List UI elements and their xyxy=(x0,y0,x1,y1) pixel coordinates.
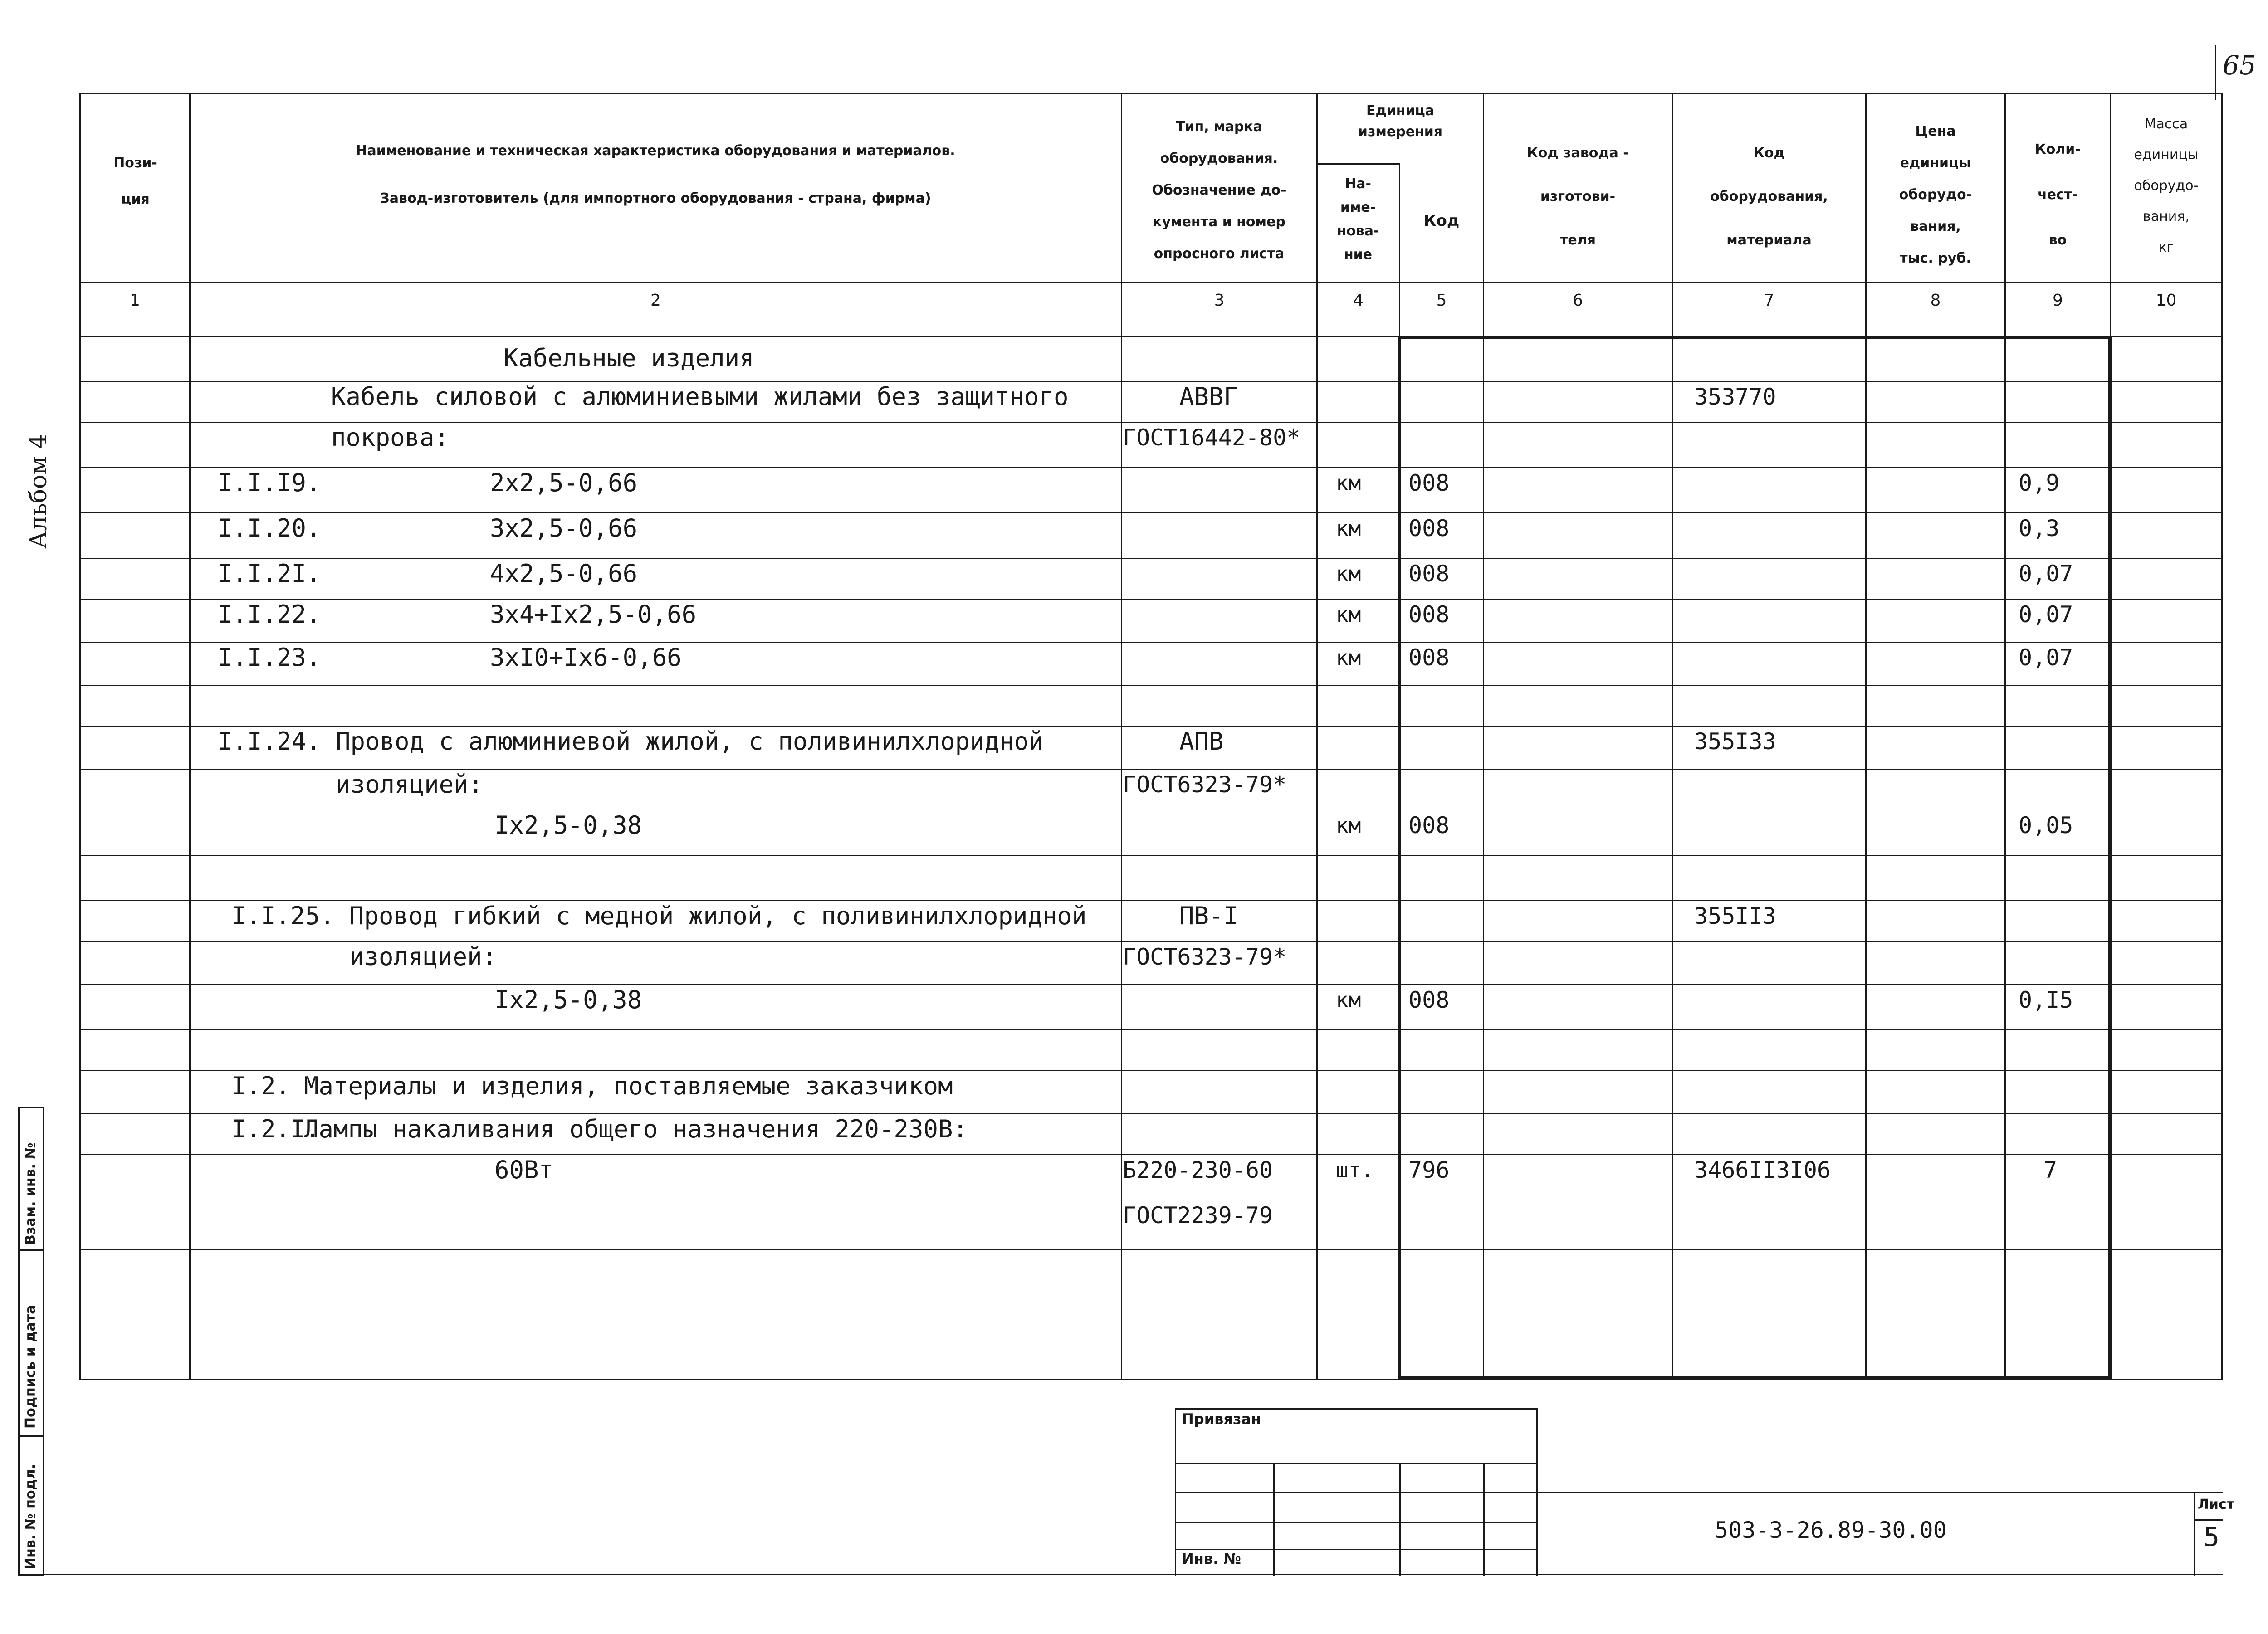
header-quantity: Коли- чест- во xyxy=(2035,141,2081,248)
quantity-cell: 0,05 xyxy=(2019,812,2073,839)
unit-code-cell: 008 xyxy=(1408,644,1450,671)
name-cell: 3хI0+Iх6-0,66 xyxy=(490,643,682,672)
name-cell: Провод гибкий с медной жилой, с поливинилхлоридной xyxy=(349,902,1087,930)
quantity-cell: 0,9 xyxy=(2019,470,2060,496)
header-position: Пози- ция xyxy=(113,155,157,207)
unit-code-cell: 008 xyxy=(1408,601,1450,628)
quantity-cell: 0,07 xyxy=(2019,644,2073,671)
bound-label: Привязан xyxy=(1182,1410,1261,1428)
unit-name-cell: км xyxy=(1336,602,1361,627)
name-cell: Iх2,5-0,38 xyxy=(494,985,642,1014)
unit-code-cell: 008 xyxy=(1408,470,1450,496)
type-cell: Б220-230-60 xyxy=(1123,1157,1273,1183)
type-cell: ГОСТ16442-80* xyxy=(1123,424,1300,451)
album-label: Альбом 4 xyxy=(25,434,52,549)
header-unit-group: Единица измерения xyxy=(1358,103,1443,140)
name-cell: 3х4+Iх2,5-0,66 xyxy=(490,600,697,629)
header-unit-code: Код xyxy=(1423,212,1460,230)
position-cell: I.I.I9. xyxy=(218,468,321,497)
page-number: 65 xyxy=(2223,50,2256,81)
column-number: 5 xyxy=(1436,291,1447,310)
name-cell: Кабельные изделия xyxy=(503,344,754,372)
type-cell: АПВ xyxy=(1179,727,1224,756)
name-cell: изоляцией: xyxy=(349,942,497,971)
header-name-line1: Наименование и техническая характеристика оборудования и материалов. xyxy=(356,143,955,159)
unit-code-cell: 008 xyxy=(1408,561,1450,587)
material-code-cell: 355II3 xyxy=(1694,903,1776,929)
header-factory-code: Код завода - изготови- теля xyxy=(1527,145,1629,248)
type-cell: ГОСТ6323-79* xyxy=(1123,771,1287,798)
material-code-cell: 3466II3I06 xyxy=(1694,1157,1831,1183)
column-number: 10 xyxy=(2156,291,2177,310)
position-cell: I.I.25. xyxy=(231,902,335,930)
position-cell: I.2.I. xyxy=(231,1115,320,1143)
name-cell: Кабель силовой с алюминиевыми жилами без защитного xyxy=(331,382,1069,411)
position-cell: I.I.2I. xyxy=(218,559,321,588)
type-cell: ГОСТ2239-79 xyxy=(1123,1202,1273,1229)
unit-code-cell: 008 xyxy=(1408,515,1450,541)
sheet-label: Лист xyxy=(2198,1497,2235,1512)
header-mass: Масса единицы оборудо- вания, кг xyxy=(2134,116,2199,255)
material-code-cell: 353770 xyxy=(1694,384,1776,410)
name-cell: Провод с алюминиевой жилой, с поливинилхлоридной xyxy=(336,727,1044,756)
type-cell: ГОСТ6323-79* xyxy=(1123,944,1287,970)
quantity-cell: 0,3 xyxy=(2019,515,2060,541)
unit-name-cell: км xyxy=(1336,988,1361,1012)
type-cell: АВВГ xyxy=(1179,382,1239,411)
name-cell: 3х2,5-0,66 xyxy=(490,514,638,542)
column-number: 6 xyxy=(1573,291,1583,310)
position-cell: I.2. xyxy=(231,1072,291,1100)
name-cell: 60Вт xyxy=(494,1156,554,1184)
name-cell: Материалы и изделия, поставляемые заказчиком xyxy=(304,1072,953,1100)
name-cell: Лампы накаливания общего назначения 220-230В: xyxy=(304,1115,968,1143)
unit-name-cell: км xyxy=(1336,561,1361,586)
type-cell: ПВ-I xyxy=(1179,902,1239,930)
header-material-code: Код оборудования, материала xyxy=(1710,145,1828,248)
position-cell: I.I.22. xyxy=(218,600,321,629)
material-code-cell: 355I33 xyxy=(1694,728,1776,755)
header-type: Тип, марка оборудования. Обозначение до- кумента и номер опросного листа xyxy=(1152,119,1286,262)
header-unit-name: На- име- нова- ние xyxy=(1337,176,1379,263)
sheet-number: 5 xyxy=(2204,1522,2219,1552)
unit-name-cell: км xyxy=(1336,645,1361,670)
header-name-line2: Завод-изготовитель (для импортного оборудования - страна, фирма) xyxy=(380,190,931,206)
stamp-signature-date: Подпись и дата xyxy=(23,1305,39,1429)
column-number: 3 xyxy=(1214,291,1225,310)
column-number: 2 xyxy=(650,291,661,310)
name-cell: Iх2,5-0,38 xyxy=(494,811,642,839)
document-code: 503-3-26.89-30.00 xyxy=(1715,1517,1947,1543)
quantity-cell: 7 xyxy=(2043,1157,2058,1183)
column-number: 9 xyxy=(2053,291,2063,310)
quantity-cell: 0,07 xyxy=(2019,561,2073,587)
unit-name-cell: км xyxy=(1336,471,1361,495)
column-number: 7 xyxy=(1764,291,1774,310)
column-number: 4 xyxy=(1353,291,1364,310)
inv-number-label: Инв. № xyxy=(1182,1550,1241,1567)
unit-name-cell: км xyxy=(1336,516,1361,541)
name-cell: 4х2,5-0,66 xyxy=(490,559,638,588)
stamp-original-inv: Инв. № подл. xyxy=(23,1463,39,1569)
column-number: 8 xyxy=(1930,291,1941,310)
unit-code-cell: 008 xyxy=(1408,987,1450,1013)
unit-code-cell: 008 xyxy=(1408,812,1450,839)
position-cell: I.I.23. xyxy=(218,643,321,672)
position-cell: I.I.20. xyxy=(218,514,321,542)
column-number: 1 xyxy=(130,291,140,310)
header-price: Цена единицы оборудо- вания, тыс. руб. xyxy=(1899,123,1972,266)
quantity-cell: 0,07 xyxy=(2019,601,2073,628)
quantity-cell: 0,I5 xyxy=(2019,987,2073,1013)
unit-name-cell: шт. xyxy=(1336,1158,1374,1182)
stamp-replacement-inv: Взам. инв. № xyxy=(23,1142,39,1245)
unit-name-cell: км xyxy=(1336,813,1361,838)
name-cell: изоляцией: xyxy=(336,770,484,799)
name-cell: 2х2,5-0,66 xyxy=(490,468,638,497)
name-cell: покрова: xyxy=(331,423,450,452)
unit-code-cell: 796 xyxy=(1408,1157,1450,1183)
position-cell: I.I.24. xyxy=(218,727,321,756)
